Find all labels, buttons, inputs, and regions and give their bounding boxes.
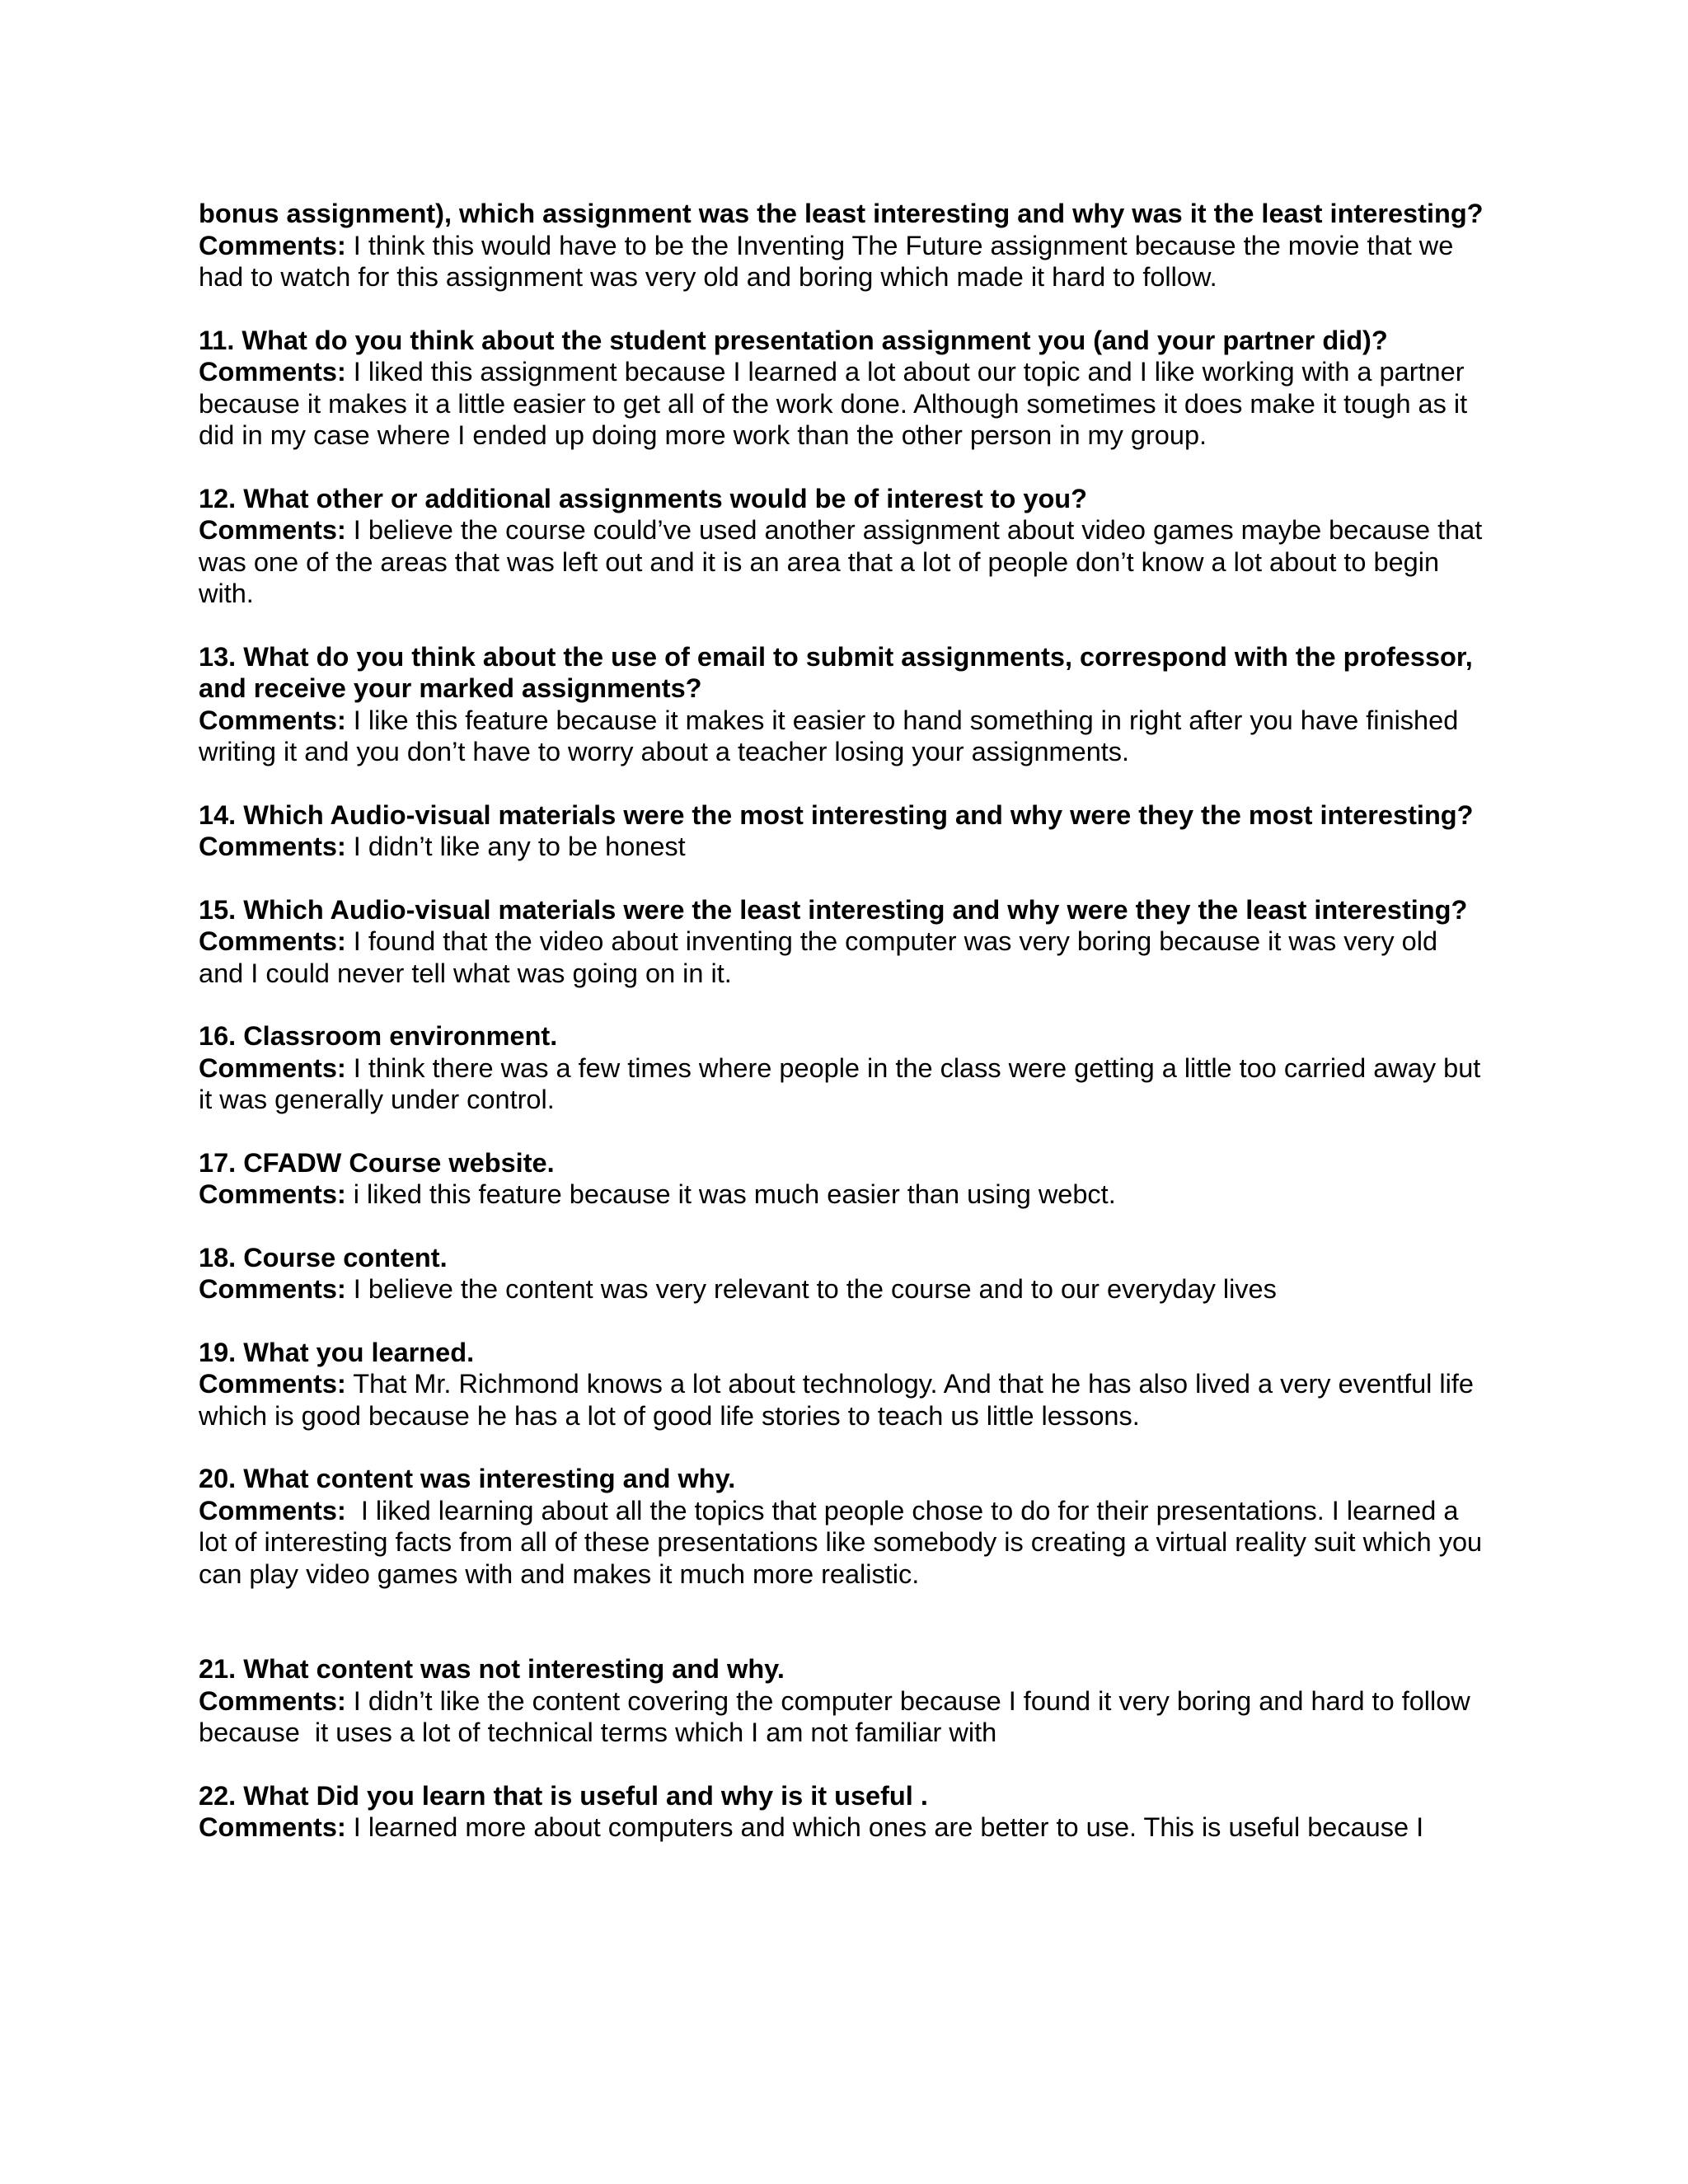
comment-text: I like this feature because it makes it easier to hand something in right after you have finished writing it and you don’t have to worry about a teacher losing your assignments. [199,705,1466,766]
comment-label: Comments: [199,1495,346,1526]
comment-paragraph [199,1368,1484,1432]
comment-label: Comments: [199,1274,346,1304]
comment-text: I think there was a few times where people in the class were getting a little too carried away but it was generally under control. [199,1052,1489,1114]
question-text: 19. What you learned. [199,1337,475,1367]
comment-text: I didn’t like the content covering the computer because I found it very boring and hard to follow because it uses a lot of technical terms which I am not familiar with [199,1685,1478,1747]
comment-text: I believe the content was very relevant to the course and to our everyday lives [345,1274,1277,1304]
comment-text: I liked this assignment because I learned a lot about our topic and I like working with a partner because it makes it a little easier to get all of the work done. Although sometimes it does make it tough as it did in my case where I ended up doing more work than the other person in my group. [199,357,1475,450]
comment-paragraph [199,1495,1490,1591]
comment-text: I learned more about computers and which ones are better to use. This is useful because I [345,1812,1424,1842]
question-text: 21. What content was not interesting and why. [199,1654,785,1684]
comment-text: I believe the course could’ve used another assignment about video games maybe because that was one of the areas that was left out and it is an area that a lot of people don’t know a lot about to begin with. [199,515,1490,608]
survey-item-13 [199,641,1484,768]
comment-label: Comments: [199,515,346,545]
comment-label: Comments: [199,1052,346,1083]
document-page [199,198,1490,1875]
comment-label: Comments: [199,1812,346,1842]
survey-item-17 [199,1147,1484,1211]
comment-text: i liked this feature because it was much easier than using webct. [345,1179,1116,1209]
survey-item-21 [199,1653,1484,1749]
comment-label: Comments: [199,926,346,956]
comment-label: Comments: [199,1179,346,1209]
survey-item-19 [199,1337,1484,1432]
question-text: 17. CFADW Course website. [199,1147,555,1178]
comment-paragraph [199,514,1490,610]
comment-paragraph [199,1179,1484,1211]
comment-label: Comments: [199,832,346,861]
comment-label: Comments: [199,1685,346,1716]
question-text: 22. What Did you learn that is useful and why is it useful . [199,1780,928,1811]
comment-paragraph [199,831,1484,863]
question-text: 14. Which Audio-visual materials were the most interesting and why were they the most interesting? [199,799,1474,830]
comment-paragraph [199,1052,1489,1116]
survey-item-11 [199,325,1484,452]
survey-item-16 [199,1020,1489,1116]
question-text: 18. Course content. [199,1242,448,1272]
question-text: 16. Classroom environment. [199,1021,558,1051]
comment-paragraph [199,230,1484,293]
comment-paragraph [199,1685,1484,1749]
survey-item-14 [199,799,1484,863]
survey-item-10 [199,198,1484,293]
comment-text: I didn’t like any to be honest [345,832,686,861]
comment-text: I found that the video about inventing the computer was very boring because it was very old and I could never tell what was going on in it. [199,926,1446,988]
comment-paragraph [199,1811,1484,1844]
comment-label: Comments: [199,705,346,735]
comment-text: I liked learning about all the topics that people chose to do for their presentations. I learned a lot of interesting facts from all of these presentations like somebody is creating a virtual reality suit which you can play video games with and makes it much more realistic. [199,1495,1490,1589]
comment-paragraph [199,926,1484,989]
question-text: 11. What do you think about the student presentation assignment you (and your partner did)? [199,325,1388,355]
comment-paragraph [199,356,1484,452]
comment-label: Comments: [199,357,346,387]
question-text: 12. What other or additional assignments would be of interest to you? [199,483,1088,513]
survey-item-20 [199,1463,1490,1590]
question-text: bonus assignment), which assignment was the least interesting and why was it the least interesting? [199,199,1484,228]
survey-item-15 [199,894,1484,990]
comment-paragraph [199,1273,1484,1305]
question-text: 15. Which Audio-visual materials were the least interesting and why were they the least interesting? [199,894,1468,925]
comment-text: I think this would have to be the Inventing The Future assignment because the movie that we had to watch for this assignment was very old and boring which made it hard to follow. [199,230,1461,292]
question-text: 13. What do you think about the use of email to submit assignments, correspond with the professor, and receive your marked assignments? [199,641,1473,703]
survey-item-12 [199,483,1490,610]
question-text: 20. What content was interesting and why. [199,1464,736,1493]
survey-item-18 [199,1242,1484,1305]
comment-label: Comments: [199,230,346,260]
comment-paragraph [199,705,1484,768]
survey-item-22 [199,1780,1484,1844]
comment-label: Comments: [199,1369,346,1399]
comment-text: That Mr. Richmond knows a lot about technology. And that he has also lived a very eventful life which is good because he has a lot of good life stories to teach us little lessons. [199,1369,1482,1431]
